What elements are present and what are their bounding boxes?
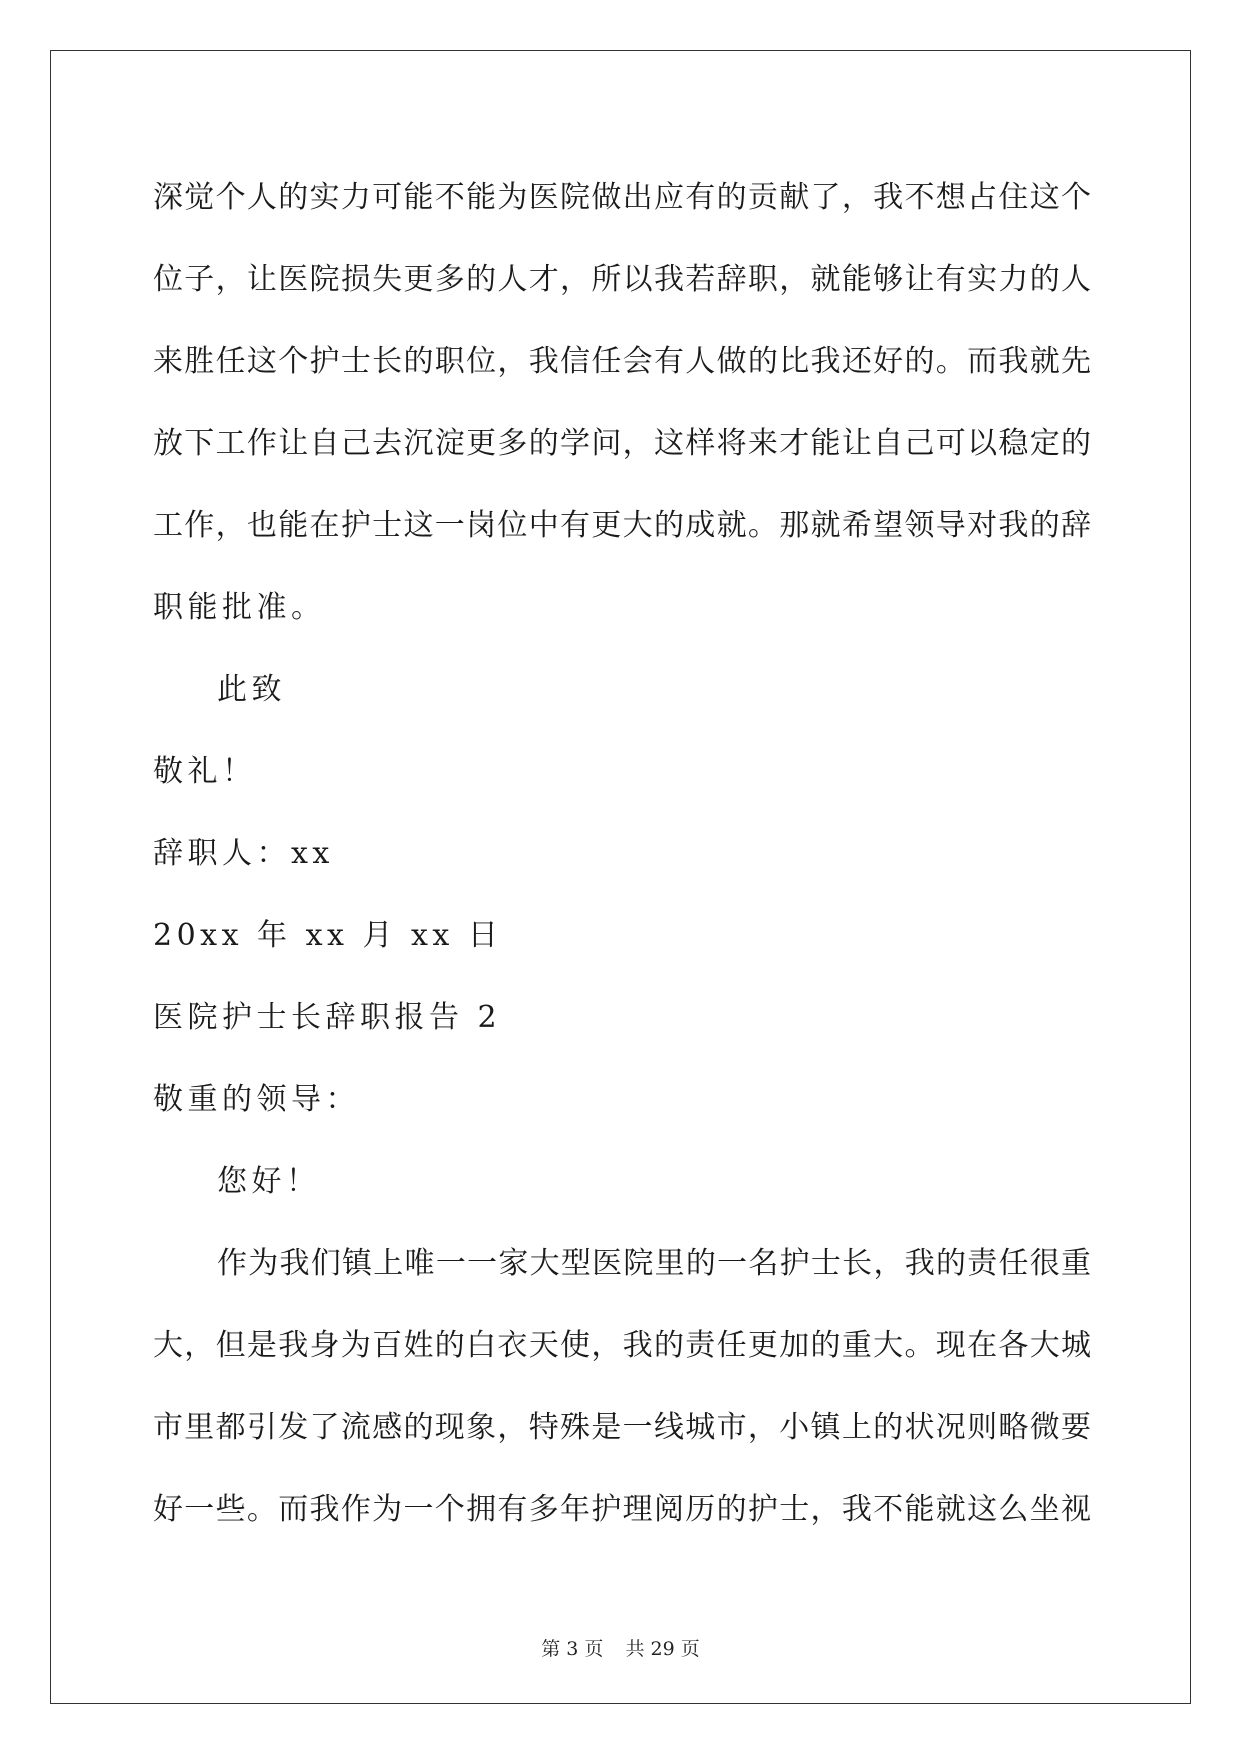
signature-line: 辞职人：xx xyxy=(153,836,334,871)
paragraph-line: 位子，让医院损失更多的人才，所以我若辞职，就能够让有实力的人 xyxy=(153,262,1091,297)
paragraph-line: 大，但是我身为百姓的白衣天使，我的责任更加的重大。现在各大城 xyxy=(153,1328,1091,1363)
page-number: 第 3 页 xyxy=(541,1638,604,1660)
paragraph-line: 市里都引发了流感的现象，特殊是一线城市，小镇上的状况则略微要 xyxy=(153,1410,1091,1445)
greeting: 您好！ xyxy=(217,1164,321,1199)
paragraph-line: 放下工作让自己去沉淀更多的学问，这样将来才能让自己可以稳定的 xyxy=(153,426,1091,461)
regards: 敬礼！ xyxy=(153,754,257,789)
salutation-closing: 此致 xyxy=(217,672,286,707)
paragraph-line: 深觉个人的实力可能不能为医院做出应有的贡献了，我不想占住这个 xyxy=(153,180,1091,215)
date-line: 20xx 年 xx 月 xx 日 xyxy=(153,918,503,953)
document-body xyxy=(153,157,1091,1551)
paragraph-line: 工作，也能在护士这一岗位中有更大的成就。那就希望领导对我的辞 xyxy=(153,508,1091,543)
paragraph-line: 来胜任这个护士长的职位，我信任会有人做的比我还好的。而我就先 xyxy=(153,344,1091,379)
paragraph-line: 作为我们镇上唯一一家大型医院里的一名护士长，我的责任很重 xyxy=(217,1246,1091,1281)
paragraph-line: 好一些。而我作为一个拥有多年护理阅历的护士，我不能就这么坐视 xyxy=(153,1492,1091,1527)
section-title: 医院护士长辞职报告 2 xyxy=(153,1000,502,1035)
page-footer xyxy=(0,1634,1241,1661)
paragraph-line: 职能批准。 xyxy=(153,590,326,625)
page-total: 共 29 页 xyxy=(625,1638,700,1660)
greeting-recipient: 敬重的领导： xyxy=(153,1082,360,1117)
